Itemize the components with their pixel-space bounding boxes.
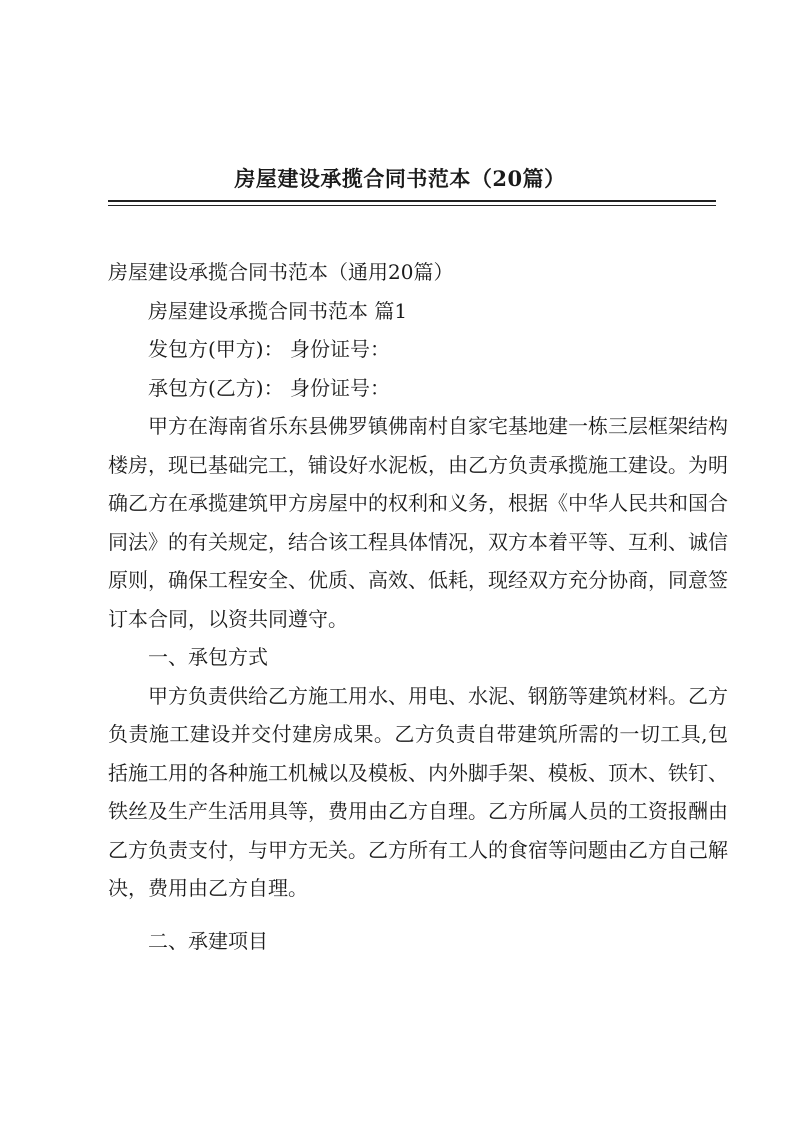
heading-contract-method: 一、承包方式 <box>148 645 268 669</box>
document-body <box>108 253 728 960</box>
paragraph-party-b: 承包方(乙方)： 身份证号： <box>148 375 390 400</box>
document-title: 房屋建设承揽合同书范本（20篇） <box>234 166 566 191</box>
title-underline-thin <box>108 205 716 206</box>
paragraph-preamble: 甲方在海南省乐东县佛罗镇佛南村自家宅基地建一栋三层框架结构楼房，现已基础完工，铺设好水泥板，由乙方负责承揽施工建设。为明确乙方在承揽建筑甲方房屋中的权利和义务，根据《中华人民共和国合同法》的有关规定，结合该工程具体情况，双方本着平等、互利、诚信原则，确保工程安全、优质、高效、低耗，现经双方充分协商，同意签订本合同，以资共同遵守。 <box>108 414 728 631</box>
paragraph-party-a: 发包方(甲方)： 身份证号： <box>148 337 390 361</box>
paragraph-section-heading: 房屋建设承揽合同书范本 篇1 <box>148 298 408 323</box>
paragraph-subtitle: 房屋建设承揽合同书范本（通用20篇） <box>108 260 454 284</box>
paragraph-contract-method: 甲方负责供给乙方施工用水、用电、水泥、钢筋等建筑材料。乙方负责施工建设并交付建房成果。乙方负责自带建筑所需的一切工具,包括施工用的各种施工机械以及模板、内外脚手架、模板、顶木、铁钉、铁丝及生产生活用具等，费用由乙方自理。乙方所属人员的工资报酬由乙方负责支付，与甲方无关。乙方所有工人的食宿等问题由乙方自己解决，费用由乙方自理。 <box>108 683 728 900</box>
heading-construction-items: 二、承建项目 <box>148 928 268 953</box>
title-underline-thick <box>108 200 716 202</box>
paragraph-spacer <box>108 908 728 922</box>
